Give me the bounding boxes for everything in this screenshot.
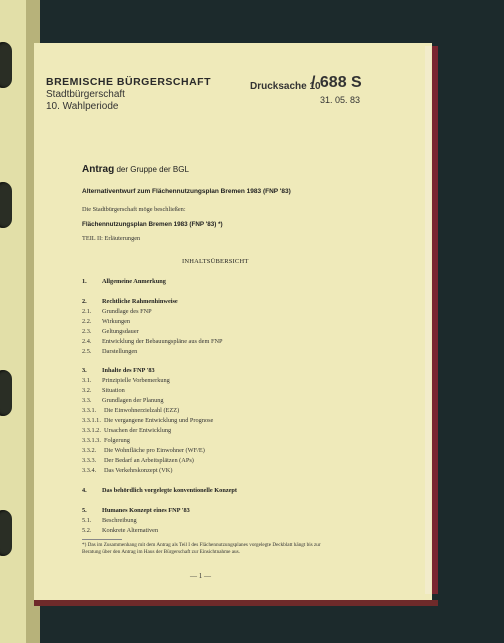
toc-entry-number: 5.2. bbox=[82, 527, 92, 534]
page-edges bbox=[425, 46, 431, 594]
toc-entry-number: 2.5. bbox=[82, 348, 92, 355]
toc-entry bbox=[82, 507, 190, 514]
toc-entry-number: 3.3.1.3. bbox=[82, 437, 101, 444]
toc-entry-title: Die Wohnfläche pro Einwohner (WF/E) bbox=[104, 447, 205, 454]
motion-keyword: Antrag bbox=[82, 164, 115, 175]
toc-entry-number: 5.1. bbox=[82, 517, 92, 524]
toc-entry bbox=[82, 377, 170, 384]
toc-entry-number: 3.3.4. bbox=[82, 467, 97, 474]
toc-entry-number: 1. bbox=[82, 278, 87, 285]
toc-entry-title: Entwicklung der Bebauungspläne aus dem FNP bbox=[102, 338, 223, 345]
toc-entry-number: 3.3. bbox=[82, 397, 92, 404]
document-label: Drucksache 10 bbox=[250, 81, 321, 92]
toc-entry-number: 3.3.1.2. bbox=[82, 427, 101, 434]
toc-entry bbox=[82, 318, 130, 325]
binder-hole bbox=[0, 370, 12, 416]
toc-entry bbox=[82, 397, 164, 404]
toc-entry bbox=[82, 278, 166, 285]
toc-entry-title: Rechtliche Rahmenhinweise bbox=[102, 298, 178, 305]
toc-entry-title: Grundlagen der Planung bbox=[102, 397, 164, 404]
toc-entry-title: Inhalte des FNP '83 bbox=[102, 367, 155, 374]
toc-entry bbox=[82, 417, 213, 424]
chamber-name: Stadtbürgerschaft bbox=[46, 89, 125, 100]
toc-entry bbox=[82, 467, 172, 474]
toc-entry-title: Allgemeine Anmerkung bbox=[102, 278, 166, 285]
book-bottom-edge bbox=[34, 600, 438, 606]
footnote-rule bbox=[82, 539, 122, 540]
toc-entry bbox=[82, 308, 152, 315]
toc-entry-title: Darstellungen bbox=[102, 348, 138, 355]
motion-submitter: der Gruppe der BGL bbox=[114, 165, 189, 174]
toc-entry-number: 5. bbox=[82, 507, 87, 514]
binder-hole bbox=[0, 510, 12, 556]
toc-entry bbox=[82, 367, 155, 374]
toc-entry bbox=[82, 487, 237, 494]
toc-entry bbox=[82, 348, 137, 355]
toc-entry-number: 3. bbox=[82, 367, 87, 374]
toc-entry bbox=[82, 447, 205, 454]
parliament-name: BREMISCHE BÜRGERSCHAFT bbox=[46, 76, 212, 88]
toc-entry bbox=[82, 427, 171, 434]
binder-hole bbox=[0, 182, 12, 228]
toc-entry-title: Prinzipielle Vorbemerkung bbox=[102, 377, 170, 384]
toc-entry-number: 3.3.1. bbox=[82, 407, 97, 414]
toc-entry-number: 2.2. bbox=[82, 318, 92, 325]
toc-entry bbox=[82, 457, 194, 464]
toc-entry-title: Beschreibung bbox=[102, 517, 137, 524]
toc-entry-title: Der Bedarf an Arbeitsplätzen (APs) bbox=[104, 457, 194, 464]
toc-entry bbox=[82, 527, 158, 534]
toc-entry bbox=[82, 298, 178, 305]
toc-entry bbox=[82, 407, 179, 414]
toc-entry-number: 3.1. bbox=[82, 377, 92, 384]
toc-entry-title: Die vergangene Entwicklung und Prognose bbox=[104, 417, 214, 424]
toc-entry-title: Das behördlich vorgelegte konventionelle Konzept bbox=[102, 487, 238, 494]
resolution-intro: Die Stadtbürgerschaft möge beschließen: bbox=[82, 206, 186, 213]
toc-entry-title: Wirkungen bbox=[102, 318, 131, 325]
toc-entry bbox=[82, 328, 139, 335]
toc-entry-number: 2.4. bbox=[82, 338, 92, 345]
motion-subject: Alternativentwurf zum Flächennutzungsplan Bremen 1983 (FNP '83) bbox=[82, 188, 291, 195]
toc-entry-title: Geltungsdauer bbox=[102, 328, 139, 335]
legislative-period: 10. Wahlperiode bbox=[46, 101, 119, 112]
toc-entry-number: 2.1. bbox=[82, 308, 92, 315]
toc-entry-number: 2. bbox=[82, 298, 87, 305]
page-number: — 1 — bbox=[190, 572, 211, 580]
toc-entry bbox=[82, 517, 137, 524]
motion-heading bbox=[82, 164, 189, 175]
toc-entry-number: 4. bbox=[82, 487, 87, 494]
toc-entry-number: 3.3.2. bbox=[82, 447, 97, 454]
toc-entry-number: 2.3. bbox=[82, 328, 92, 335]
part-title: TEIL II: Erläuterungen bbox=[82, 235, 141, 242]
toc-entry-title: Die Einwohnerzielzahl (EZZ) bbox=[104, 407, 180, 414]
toc-title: INHALTSÜBERSICHT bbox=[182, 258, 249, 265]
toc-entry-title: Grundlage des FNP bbox=[102, 308, 152, 315]
toc-entry-number: 3.2. bbox=[82, 387, 92, 394]
toc-entry-number: 3.3.3. bbox=[82, 457, 97, 464]
toc-entry-title: Das Verkehrskonzept (VK) bbox=[104, 467, 173, 474]
toc-entry-title: Folgerung bbox=[104, 437, 130, 444]
toc-entry-title: Konkrete Alternativen bbox=[102, 527, 159, 534]
toc-entry-number: 3.3.1.1. bbox=[82, 417, 101, 424]
toc-entry-title: Situation bbox=[102, 387, 125, 394]
toc-entry bbox=[82, 437, 130, 444]
binder-hole bbox=[0, 42, 12, 88]
toc-entry bbox=[82, 387, 125, 394]
document-date: 31. 05. 83 bbox=[320, 95, 361, 105]
toc-entry-title: Humanes Konzept eines FNP '83 bbox=[102, 507, 190, 514]
toc-entry bbox=[82, 338, 223, 345]
footnote: *) Das im Zusammenhang mit dem Antrag als Teil I des Flächennutzungsplanes vorgelegte Deckblatt hängt bis zur Beratung über den Antrag im Haus der Bürgerschaft zur Einsichtnahme aus. bbox=[82, 542, 321, 555]
plan-title: Flächennutzungsplan Bremen 1983 (FNP '83) *) bbox=[82, 221, 223, 228]
document-number: / 688 S bbox=[311, 74, 362, 91]
toc-entry-title: Ursachen der Entwicklung bbox=[104, 427, 172, 434]
